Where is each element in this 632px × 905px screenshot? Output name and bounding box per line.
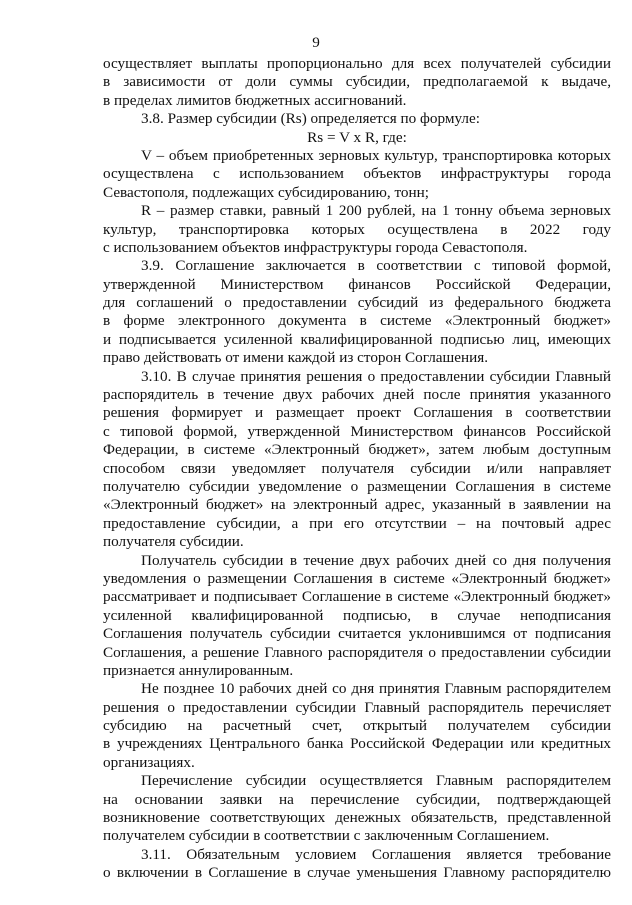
text-line: организациях. [103,753,195,771]
text-line: «Электронный бюджет» на электронный адрес, указанный в заявлении на [103,496,611,514]
text-line: 3.10. В случае принятия решения о предоставлении субсидии Главный [141,367,611,385]
text-line: получателю субсидии уведомление о размещении Соглашения в системе [103,477,611,495]
text-line: для соглашений о предоставлении субсидий из федерального бюджета [103,294,611,312]
text-line: в зависимости от доли суммы субсидии, предполагаемой к выдаче, [103,73,611,91]
text-line: в форме электронного документа в системе «Электронный бюджет» [103,312,611,330]
text-line: о включении в Соглашение в случае уменьшения Главному распорядителю [103,864,611,882]
text-line: распорядитель в течение двух рабочих дней после принятия указанного [103,386,611,404]
text-line: и подписывается усиленной квалифицированной подписью лиц, имеющих [103,330,611,348]
text-line: 3.8. Размер субсидии (Rs) определяется по формуле: [141,110,480,128]
text-line: право действовать от имени каждой из сторон Соглашения. [103,349,489,367]
text-line: в учреждениях Центрального банка Российской Федерации или кредитных [103,735,611,753]
text-line: Перечисление субсидии осуществляется Главным распорядителем [141,772,611,790]
text-line: Rs = V х R, где: [307,128,407,146]
text-line: Соглашения получатель субсидии считается уклонившимся от подписания [103,625,611,643]
text-line: Соглашения, а решение Главного распорядителя о предоставлении субсидии [103,643,611,661]
text-line: культур, транспортировка которых осуществлена в 2022 году [103,220,611,238]
text-line: Федерации, в системе «Электронный бюджет», затем любым доступным [103,441,611,459]
body-text [103,55,611,883]
text-line: рассматривает и подписывает Соглашение в системе «Электронный бюджет» [103,588,611,606]
text-line: получателем субсидии в соответствии с заключенным Соглашением. [103,827,550,845]
text-line: решения о предоставлении субсидии Главный распорядитель перечисляет [103,698,611,716]
text-line: осуществлена с использованием объектов инфраструктуры города [103,165,611,183]
text-line: признается аннулированным. [103,661,294,679]
text-line: уведомления о размещении Соглашения в системе «Электронный бюджет» [103,569,611,587]
text-line: R – размер ставки, равный 1 200 рублей, на 1 тонну объема зерновых [141,202,611,220]
text-line: предоставление субсидии, а при его отсутствии – на почтовый адрес [103,514,611,532]
text-line: возникновение соответствующих денежных обязательств, представленной [103,809,611,827]
text-line: Получатель субсидии в течение двух рабочих дней со дня получения [141,551,611,569]
text-line: субсидию на расчетный счет, открытый получателем субсидии [103,717,611,735]
text-line: осуществляет выплаты пропорционально для всех получателей субсидии [103,55,611,72]
text-line: на основании заявки на перечисление субсидии, подтверждающей [103,790,611,808]
text-line: V – объем приобретенных зерновых культур, транспортировка которых [141,146,611,164]
text-line: с типовой формой, утвержденной Министерством финансов Российской [103,422,611,440]
text-line: способом связи уведомляет получателя субсидии и/или направляет [103,459,611,477]
text-line: решения формирует и размещает проект Соглашения в соответствии [103,404,611,422]
text-line: с использованием объектов инфраструктуры города Севастополя. [103,238,528,256]
text-line: усиленной квалифицированной подписью, в случае неподписания [103,606,611,624]
text-line: Севастополя, подлежащих субсидированию, тонн; [103,183,429,201]
text-line: в пределах лимитов бюджетных ассигнований. [103,91,407,109]
text-line: утвержденной Министерством финансов Российской Федерации, [103,275,611,293]
text-line: 3.9. Соглашение заключается в соответствии с типовой формой, [141,257,611,275]
text-line: 3.11. Обязательным условием Соглашения является требование [141,845,611,863]
page-number: 9 [312,34,320,51]
text-line: получателя субсидии. [103,533,244,551]
text-line: Не позднее 10 рабочих дней со дня принятия Главным распорядителем [141,680,611,698]
